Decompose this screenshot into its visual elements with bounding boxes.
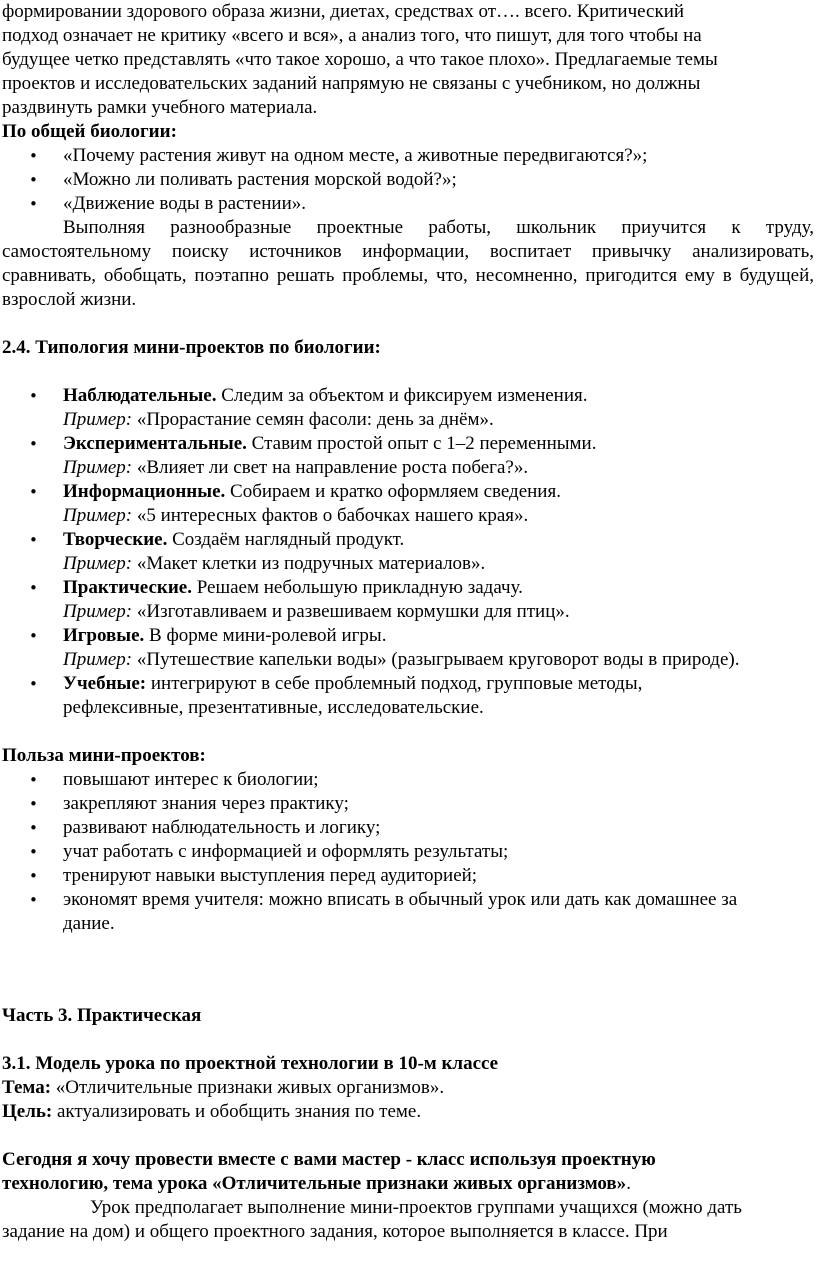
master-class-line [2, 1172, 814, 1196]
typology-desc: рефлексивные, презентативные, исследовательские. [63, 697, 484, 718]
typology-title: Игровые. [63, 625, 145, 646]
typology-example: «5 интересных фактов о бабочках нашего края». [132, 505, 529, 526]
typology-item [2, 480, 814, 528]
list-item [2, 888, 814, 936]
intro-line: раздвинуть рамки учебного материала. [2, 97, 318, 118]
example-label: Пример: [63, 457, 133, 478]
intro-line: проектов и исследовательских заданий напрямую не связаны с учебником, но должны [2, 73, 701, 94]
list-item: • «Движение воды в растении». [2, 192, 814, 216]
list-item: • повышают интерес к биологии; [2, 768, 814, 792]
typology-title: Творческие. [63, 529, 168, 550]
benefits-heading: Польза мини-проектов: [2, 745, 206, 766]
part3-heading: Часть 3. Практическая [2, 1005, 202, 1026]
typology-example: «Изготавливаем и развешиваем кормушки для птиц». [132, 601, 570, 622]
typology-title: Наблюдательные. [63, 385, 217, 406]
intro-line: формировании здорового образа жизни, диетах, средствах от…. всего. Критический [2, 1, 685, 22]
list-item: • «Почему растения живут на одном месте, а животные передвигаются?»; [2, 144, 814, 168]
goal-label: Цель: [2, 1101, 53, 1122]
typology-example: «Прорастание семян фасоли: день за днём». [132, 409, 494, 430]
lesson-topic [2, 1076, 814, 1100]
lesson-goal [2, 1100, 814, 1124]
typology-desc: Следим за объектом и фиксируем изменения. [216, 385, 588, 406]
list-item-text: экономят время учителя: можно вписать в обычный урок или дать как домашнее за [63, 889, 738, 910]
intro-line: будущее четко представлять «что такое хорошо, а что такое плохо». Предлагаемые темы [2, 49, 718, 70]
benefits-list [2, 768, 814, 936]
topic-value: «Отличительные признаки живых организмов». [51, 1077, 445, 1098]
typology-example: «Макет клетки из подручных материалов». [132, 553, 486, 574]
typology-title: Информационные. [63, 481, 226, 502]
example-label: Пример: [63, 601, 133, 622]
typology-item [2, 384, 814, 432]
lesson-paragraph-line: Урок предполагает выполнение мини-проектов группами учащихся (можно дать [90, 1197, 742, 1218]
typology-desc: Решаем небольшую прикладную задачу. [191, 577, 523, 598]
example-label: Пример: [63, 505, 133, 526]
list-item: • закрепляют знания через практику; [2, 792, 814, 816]
projects-paragraph: Выполняя разнообразные проектные работы, школьник приучится к труду, самостоятельному поиску источников информации, воспитает привычку анализировать, сравнивать, обобщать, поэтапно решать проблемы, что, несомненно, пригодится ему в будущей, взрослой жизни. [2, 217, 814, 310]
list-item: • развивают наблюдательность и логику; [2, 816, 814, 840]
period: . [626, 1173, 631, 1194]
typology-heading: 2.4. Типология мини-проектов по биологии: [2, 337, 381, 358]
typology-title: Экспериментальные. [63, 433, 247, 454]
list-item: • учат работать с информацией и оформлять результаты; [2, 840, 814, 864]
list-item: • тренируют навыки выступления перед аудиторией; [2, 864, 814, 888]
master-class-text: технологию, тема урока «Отличительные признаки живых организмов» [2, 1173, 627, 1194]
topic-label: Тема: [2, 1077, 52, 1098]
typology-item [2, 576, 814, 624]
typology-item [2, 624, 814, 672]
typology-title: Учебные: [63, 673, 147, 694]
typology-desc: В форме мини-ролевой игры. [144, 625, 387, 646]
master-class-line: Сегодня я хочу провести вместе с вами мастер - класс используя проектную [2, 1149, 656, 1170]
typology-item [2, 528, 814, 576]
typology-desc: Создаём наглядный продукт. [167, 529, 405, 550]
typology-example: «Влияет ли свет на направление роста побега?». [132, 457, 529, 478]
typology-title: Практические. [63, 577, 192, 598]
typology-desc: Собираем и кратко оформляем сведения. [225, 481, 561, 502]
typology-list [2, 384, 814, 720]
intro-line: подход означает не критику «всего и вся», а анализ того, что пишут, для того чтобы на [2, 25, 702, 46]
example-label: Пример: [63, 553, 133, 574]
goal-value: актуализировать и обобщить знания по теме. [52, 1101, 422, 1122]
typology-item [2, 672, 814, 720]
typology-item [2, 432, 814, 480]
example-label: Пример: [63, 649, 133, 670]
list-item: • «Можно ли поливать растения морской водой?»; [2, 168, 814, 192]
typology-desc: интегрируют в себе проблемный подход, групповые методы, [146, 673, 643, 694]
typology-desc: Ставим простой опыт с 1–2 переменными. [246, 433, 597, 454]
list-item-text: дание. [63, 913, 115, 934]
document-page [2, 0, 814, 1244]
lesson-paragraph-line: задание на дом) и общего проектного задания, которое выполняется в классе. При [2, 1221, 668, 1242]
general-biology-list [2, 144, 814, 216]
general-biology-heading: По общей биологии: [2, 121, 177, 142]
lesson-model-heading: 3.1. Модель урока по проектной технологии в 10-м классе [2, 1053, 499, 1074]
example-label: Пример: [63, 409, 133, 430]
typology-example: «Путешествие капельки воды» (разыгрываем круговорот воды в природе). [132, 649, 740, 670]
